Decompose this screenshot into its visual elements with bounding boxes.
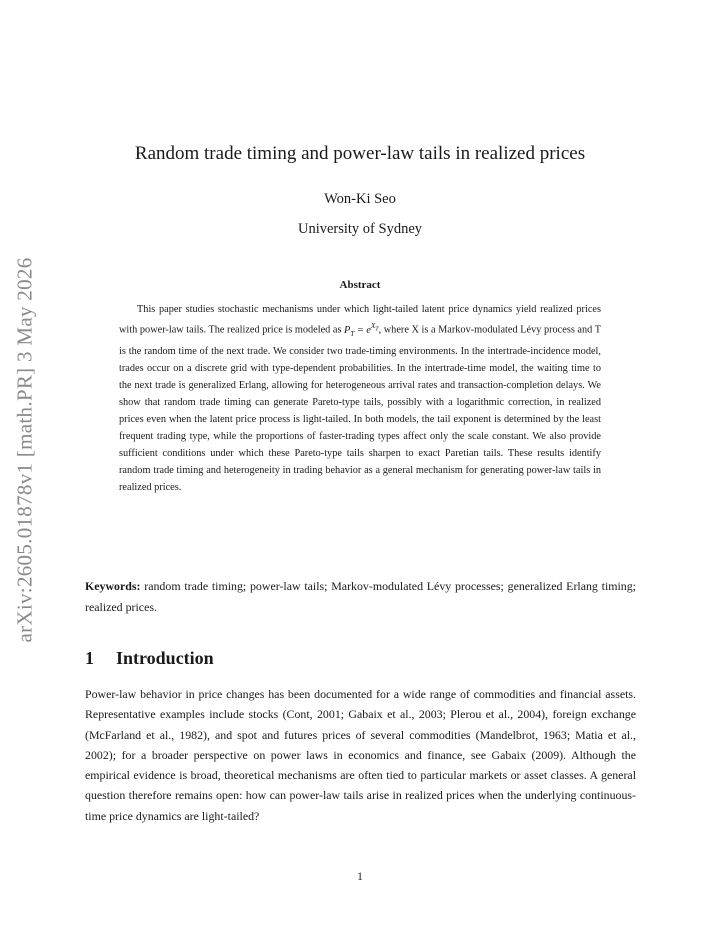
arxiv-identifier-text: arXiv:2605.01878v1 [math.PR] 3 May 2026 xyxy=(12,257,37,643)
keywords xyxy=(85,576,636,617)
abstract-text-part1: This paper studies stochastic mechanisms under which light-tailed latent price dynamics yield realized prices with power-law tails. The realized price is modeled as xyxy=(119,304,601,336)
author-affiliation: University of Sydney xyxy=(297,221,423,237)
arxiv-identifier xyxy=(5,250,45,650)
author-name: Won-Ki Seo xyxy=(324,191,396,207)
abstract-heading: Abstract xyxy=(339,279,381,291)
keywords-text: random trade timing; power-law tails; Markov-modulated Lévy processes; generalized Erlang timing; realized prices. xyxy=(85,579,636,614)
section-heading xyxy=(85,648,214,669)
abstract-formula: $P_T = e^{X_T}$ xyxy=(344,322,379,338)
introduction-paragraph: Power-law behavior in price changes has been documented for a wide range of commodities and financial assets. Representative examples include stocks (Cont, 2001; Gabaix et al., 2003; Plerou et al., 2004), foreign exchange (McFarland et al., 1982), and spot and futures prices of several commodities (Mandelbrot, 1963; Matia et al., 2002); for a broader perspective on power laws in economics and finance, see Gabaix (2009). Although the empirical evidence is broad, theoretical mechanisms are often tied to particular markets or asset classes. A general question therefore remains open: how can power-law tails arise in realized prices when the underlying continuous-time price dynamics are light-tailed? xyxy=(85,687,636,823)
abstract-text-part2: , where X is a Markov-modulated Lévy process and T is the random time of the next trade. We consider two trade-timing environments. In the intertrade-incidence model, trades occur on a discrete grid with type-dependent probabilities. In the intertrade-time model, the waiting time to the next trade is generalized Erlang, allowing for heterogeneous arrival rates and transaction-completion delays. We show that random trade timing can generate Pareto-type tails, possibly with a logarithmic correction, in realized prices even when the latent price process is light-tailed. In both models, the tail exponent is determined by the least frequent trading type, while the proportions of faster-trading types affect only the scale constant. We also provide sufficient conditions under which these Pareto-type tails sharpen to exact Paretian tails. These results identify random trade timing and heterogeneity in trading behavior as a general mechanism for generating power-law tails in realized prices. xyxy=(119,324,601,494)
abstract-body xyxy=(119,301,601,497)
keywords-label: Keywords: xyxy=(85,579,141,593)
section-title: Introduction xyxy=(116,648,214,668)
paper-title: Random trade timing and power-law tails in realized prices xyxy=(134,143,586,164)
page-number: 1 xyxy=(357,871,363,883)
section-number: 1 xyxy=(85,648,94,668)
